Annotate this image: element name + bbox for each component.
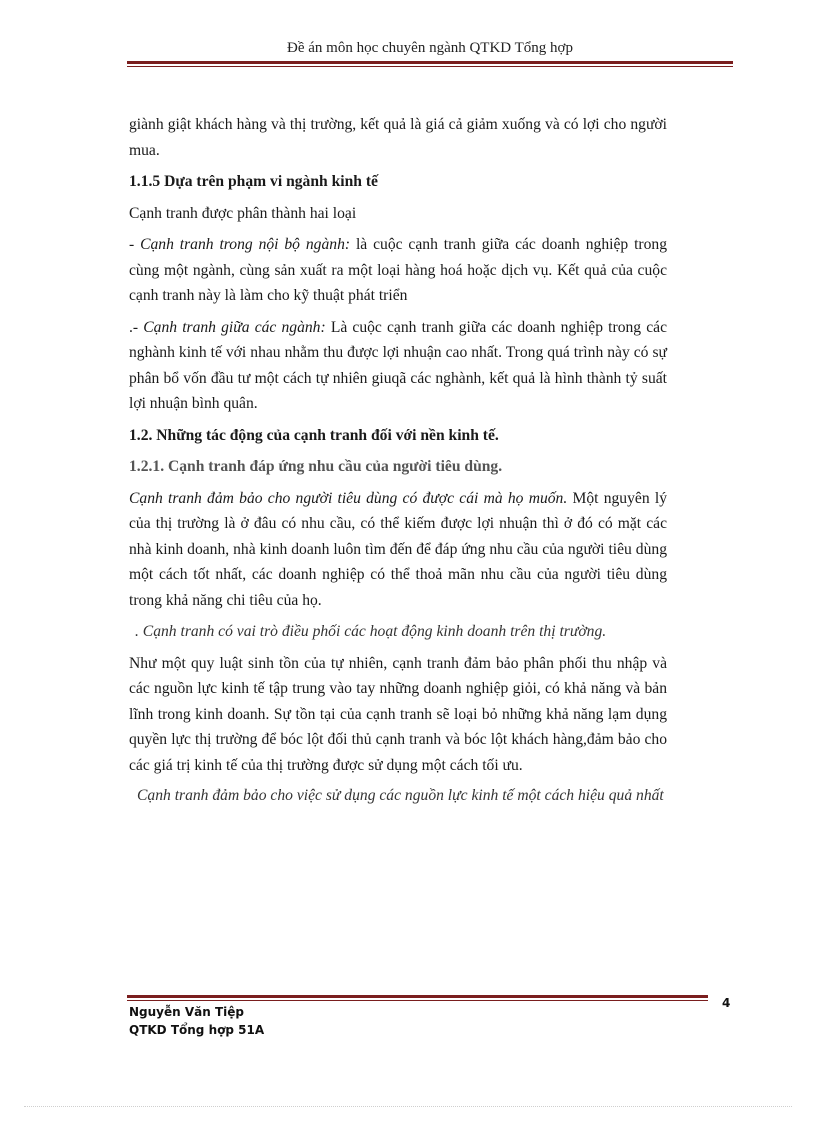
paragraph-2: Cạnh tranh được phân thành hai loại bbox=[129, 204, 357, 222]
paragraph-5-text: Một nguyên lý của thị trường là ở đâu có nhu cầu, có thể kiếm được lợi nhuận thì ở đó có mặt các nhà kinh doanh, nhà kinh doanh luôn tìm đến để đáp ứng nhu cầu của người tiêu dùng một cách tốt nhất, các doanh nghiệp có thể thoả mãn nhu cầu của người tiêu dùng trong khả năng chi tiêu của họ. bbox=[129, 489, 667, 609]
paragraph-6: Như một quy luật sinh tồn của tự nhiên, cạnh tranh đảm bảo phân phối thu nhập và các nguồn lực kinh tế tập trung vào tay những doanh nghiệp giỏi, có khả năng và bản lĩnh trong kinh doanh. Sự tồn tại của cạnh tranh sẽ loại bỏ những khả năng lạm dụng quyền lực thị trường để bóc lột đối thủ cạnh tranh và bóc lột khách hàng,đảm bảo cho các giá trị kinh tế của thị trường được sử dụng một cách tối ưu. bbox=[129, 654, 667, 774]
footer-rule bbox=[127, 995, 708, 1001]
paragraph-5-italic: Cạnh tranh đảm bảo cho người tiêu dùng có được cái mà họ muốn. bbox=[129, 489, 568, 507]
paragraph-1: giành giật khách hàng và thị trường, kết quả là giá cả giảm xuống và có lợi cho người mua. bbox=[129, 116, 667, 159]
paragraph-3 bbox=[129, 232, 667, 309]
paragraph-3-text: là cuộc cạnh tranh giữa các doanh nghiệp trong cùng một ngành, cùng sản xuất ra một loại hàng hoá hoặc dịch vụ. Kết quả của cuộc cạnh tranh này là làm cho kỹ thuật phát triển bbox=[129, 236, 667, 304]
paragraph-3-prefix: - bbox=[129, 236, 141, 253]
paragraph-5 bbox=[129, 486, 667, 614]
page-header-title: Đề án môn học chuyên ngành QTKD Tổng hợp bbox=[287, 40, 573, 56]
page-edge-divider bbox=[24, 1106, 792, 1107]
heading-1-2-1: 1.2.1. Cạnh tranh đáp ứng nhu cầu của người tiêu dùng. bbox=[129, 458, 503, 475]
paragraph-4-text: Là cuộc cạnh tranh giữa các doanh nghiệp trong các nghành kinh tế với nhau nhằm thu được lợi nhuận cao nhất. Trong quá trình này có sự phân bổ vốn đầu tư một cách tự nhiên giuqã các nghành, kết quả là hình thành tỷ suất lợi nhuận bình quân. bbox=[129, 318, 667, 412]
paragraph-3-label: Cạnh tranh trong nội bộ ngành: bbox=[140, 236, 351, 253]
closing-italic-line: Cạnh tranh đảm bảo cho việc sử dụng các nguồn lực kinh tế một cách hiệu quả nhất bbox=[137, 787, 664, 804]
page-number: 4 bbox=[722, 996, 731, 1010]
paragraph-4-label: Cạnh tranh giữa các ngành: bbox=[143, 318, 326, 336]
heading-1-1-5: 1.1.5 Dựa trên phạm vi ngành kinh tế bbox=[129, 173, 378, 190]
heading-1-2: 1.2. Những tác động của cạnh tranh đối với nền kinh tế. bbox=[129, 426, 499, 444]
subheading-dieu-phoi: . Cạnh tranh có vai trò điều phối các hoạt động kinh doanh trên thị trường. bbox=[135, 623, 607, 640]
paragraph-4-prefix: .- bbox=[129, 318, 144, 336]
footer-author: Nguyễn Văn Tiệp bbox=[129, 1005, 244, 1019]
footer bbox=[129, 1003, 264, 1039]
footer-class: QTKD Tổng hợp 51A bbox=[129, 1023, 265, 1037]
header-rule bbox=[127, 61, 733, 67]
document-body bbox=[129, 112, 667, 814]
paragraph-4 bbox=[129, 315, 667, 417]
